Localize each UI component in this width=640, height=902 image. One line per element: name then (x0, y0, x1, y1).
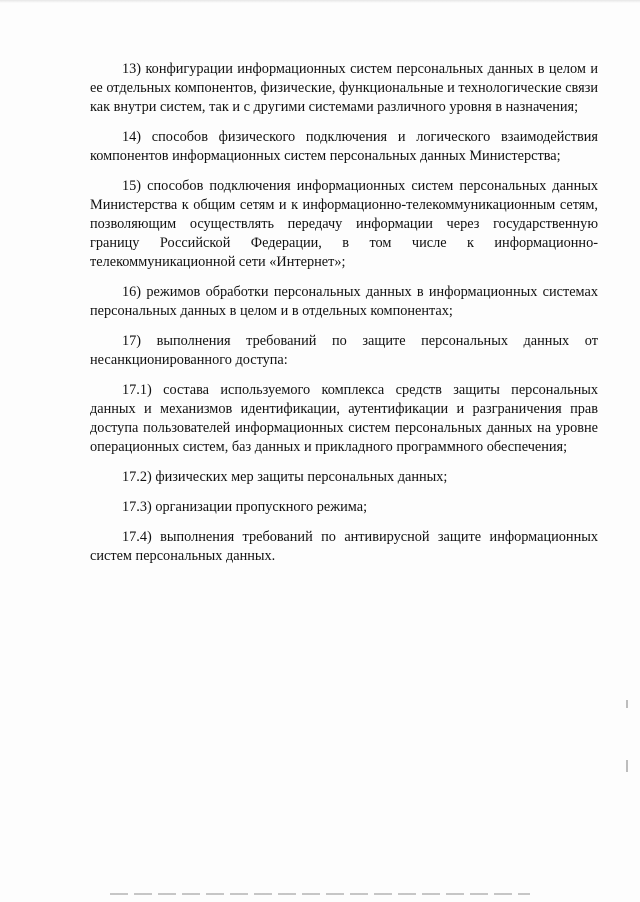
paragraph-item-17-3: 17.3) организации пропускного режима; (122, 499, 368, 515)
paragraph-item-17: 17) выполнения требований по защите персональных данных от несанкционированного доступа: (90, 333, 598, 368)
scan-artifact (626, 760, 628, 772)
scan-top-edge (0, 0, 640, 3)
paragraph-item-15: 15) способов подключения информационных систем персональных данных Министерства к общим сетям и к информационно-телекоммуникационным сетям, позволяющим осуществлять передачу информации через государственную границу Российской Федерации, в том числе к информационно-телекоммуникационной сети «Интернет»; (90, 178, 598, 270)
paragraph-item-16: 16) режимов обработки персональных данных в информационных системах персональных данных в целом и в отдельных компонентах; (90, 284, 598, 319)
document-body (90, 60, 598, 577)
scan-artifact (626, 700, 628, 708)
paragraph-item-17-2: 17.2) физических мер защиты персональных данных; (122, 469, 448, 485)
paragraph-item-17-1: 17.1) состава используемого комплекса средств защиты персональных данных и механизмов идентификации, аутентификации и разграничения прав доступа пользователей информационных систем персональных данных на уровне операционных систем, баз данных и прикладного программного обеспечения; (90, 382, 598, 455)
paragraph-item-17-4: 17.4) выполнения требований по антивирусной защите информационных систем персональных данных. (90, 529, 598, 564)
paragraph-item-14: 14) способов физического подключения и логического взаимодействия компонентов информационных систем персональных данных Министерства; (90, 129, 598, 164)
scan-bottom-edge (110, 893, 530, 895)
paragraph-item-13: 13) конфигурации информационных систем персональных данных в целом и ее отдельных компонентов, физические, функциональные и технологические связи как внутри систем, так и с другими системами различного уровня в назначения; (90, 61, 598, 115)
